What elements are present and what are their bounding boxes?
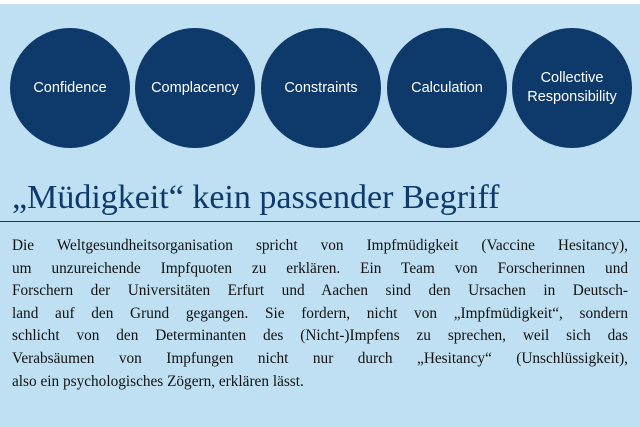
circle-label: Confidence	[33, 79, 107, 96]
body-line: um unzureichende Impfquoten zu erklären. Ein Team von Forscherinnen und	[12, 259, 628, 277]
circle-complacency	[135, 28, 255, 148]
body-line: also ein psychologisches Zögern, erklären lässt.	[12, 372, 304, 390]
circle-calculation	[387, 28, 507, 148]
circle-constraints	[261, 28, 381, 148]
body-line: Die Weltgesundheitsorganisation spricht von Impfmüdigkeit (Vaccine Hesitancy),	[12, 237, 628, 254]
divider	[0, 221, 640, 222]
circle-label: Complacency	[151, 79, 239, 96]
body-paragraph	[12, 235, 628, 393]
circle-label: Constraints	[284, 79, 358, 96]
circle-collective-responsibility	[512, 28, 632, 148]
headline: „Müdigkeit“ kein passender Begriff	[12, 179, 500, 216]
circle-confidence	[10, 28, 130, 148]
body-line: Forschern der Universitäten Erfurt und Aachen sind den Ursachen in Deutsch-	[12, 282, 628, 300]
body-line: Verabsäumen von Impfungen nicht nur durch „Hesitancy“ (Unschlüssigkeit),	[12, 349, 628, 367]
body-line: land auf den Grund gegangen. Sie fordern, nicht von „Impfmüdigkeit“, sondern	[12, 304, 628, 322]
body-line: schlicht von den Determinanten des (Nicht-)Impfens zu sprechen, weil sich das	[12, 327, 628, 345]
circle-label: Calculation	[411, 79, 483, 96]
five-c-circles	[0, 0, 640, 175]
circle-label: Collective Responsibility	[527, 70, 617, 105]
